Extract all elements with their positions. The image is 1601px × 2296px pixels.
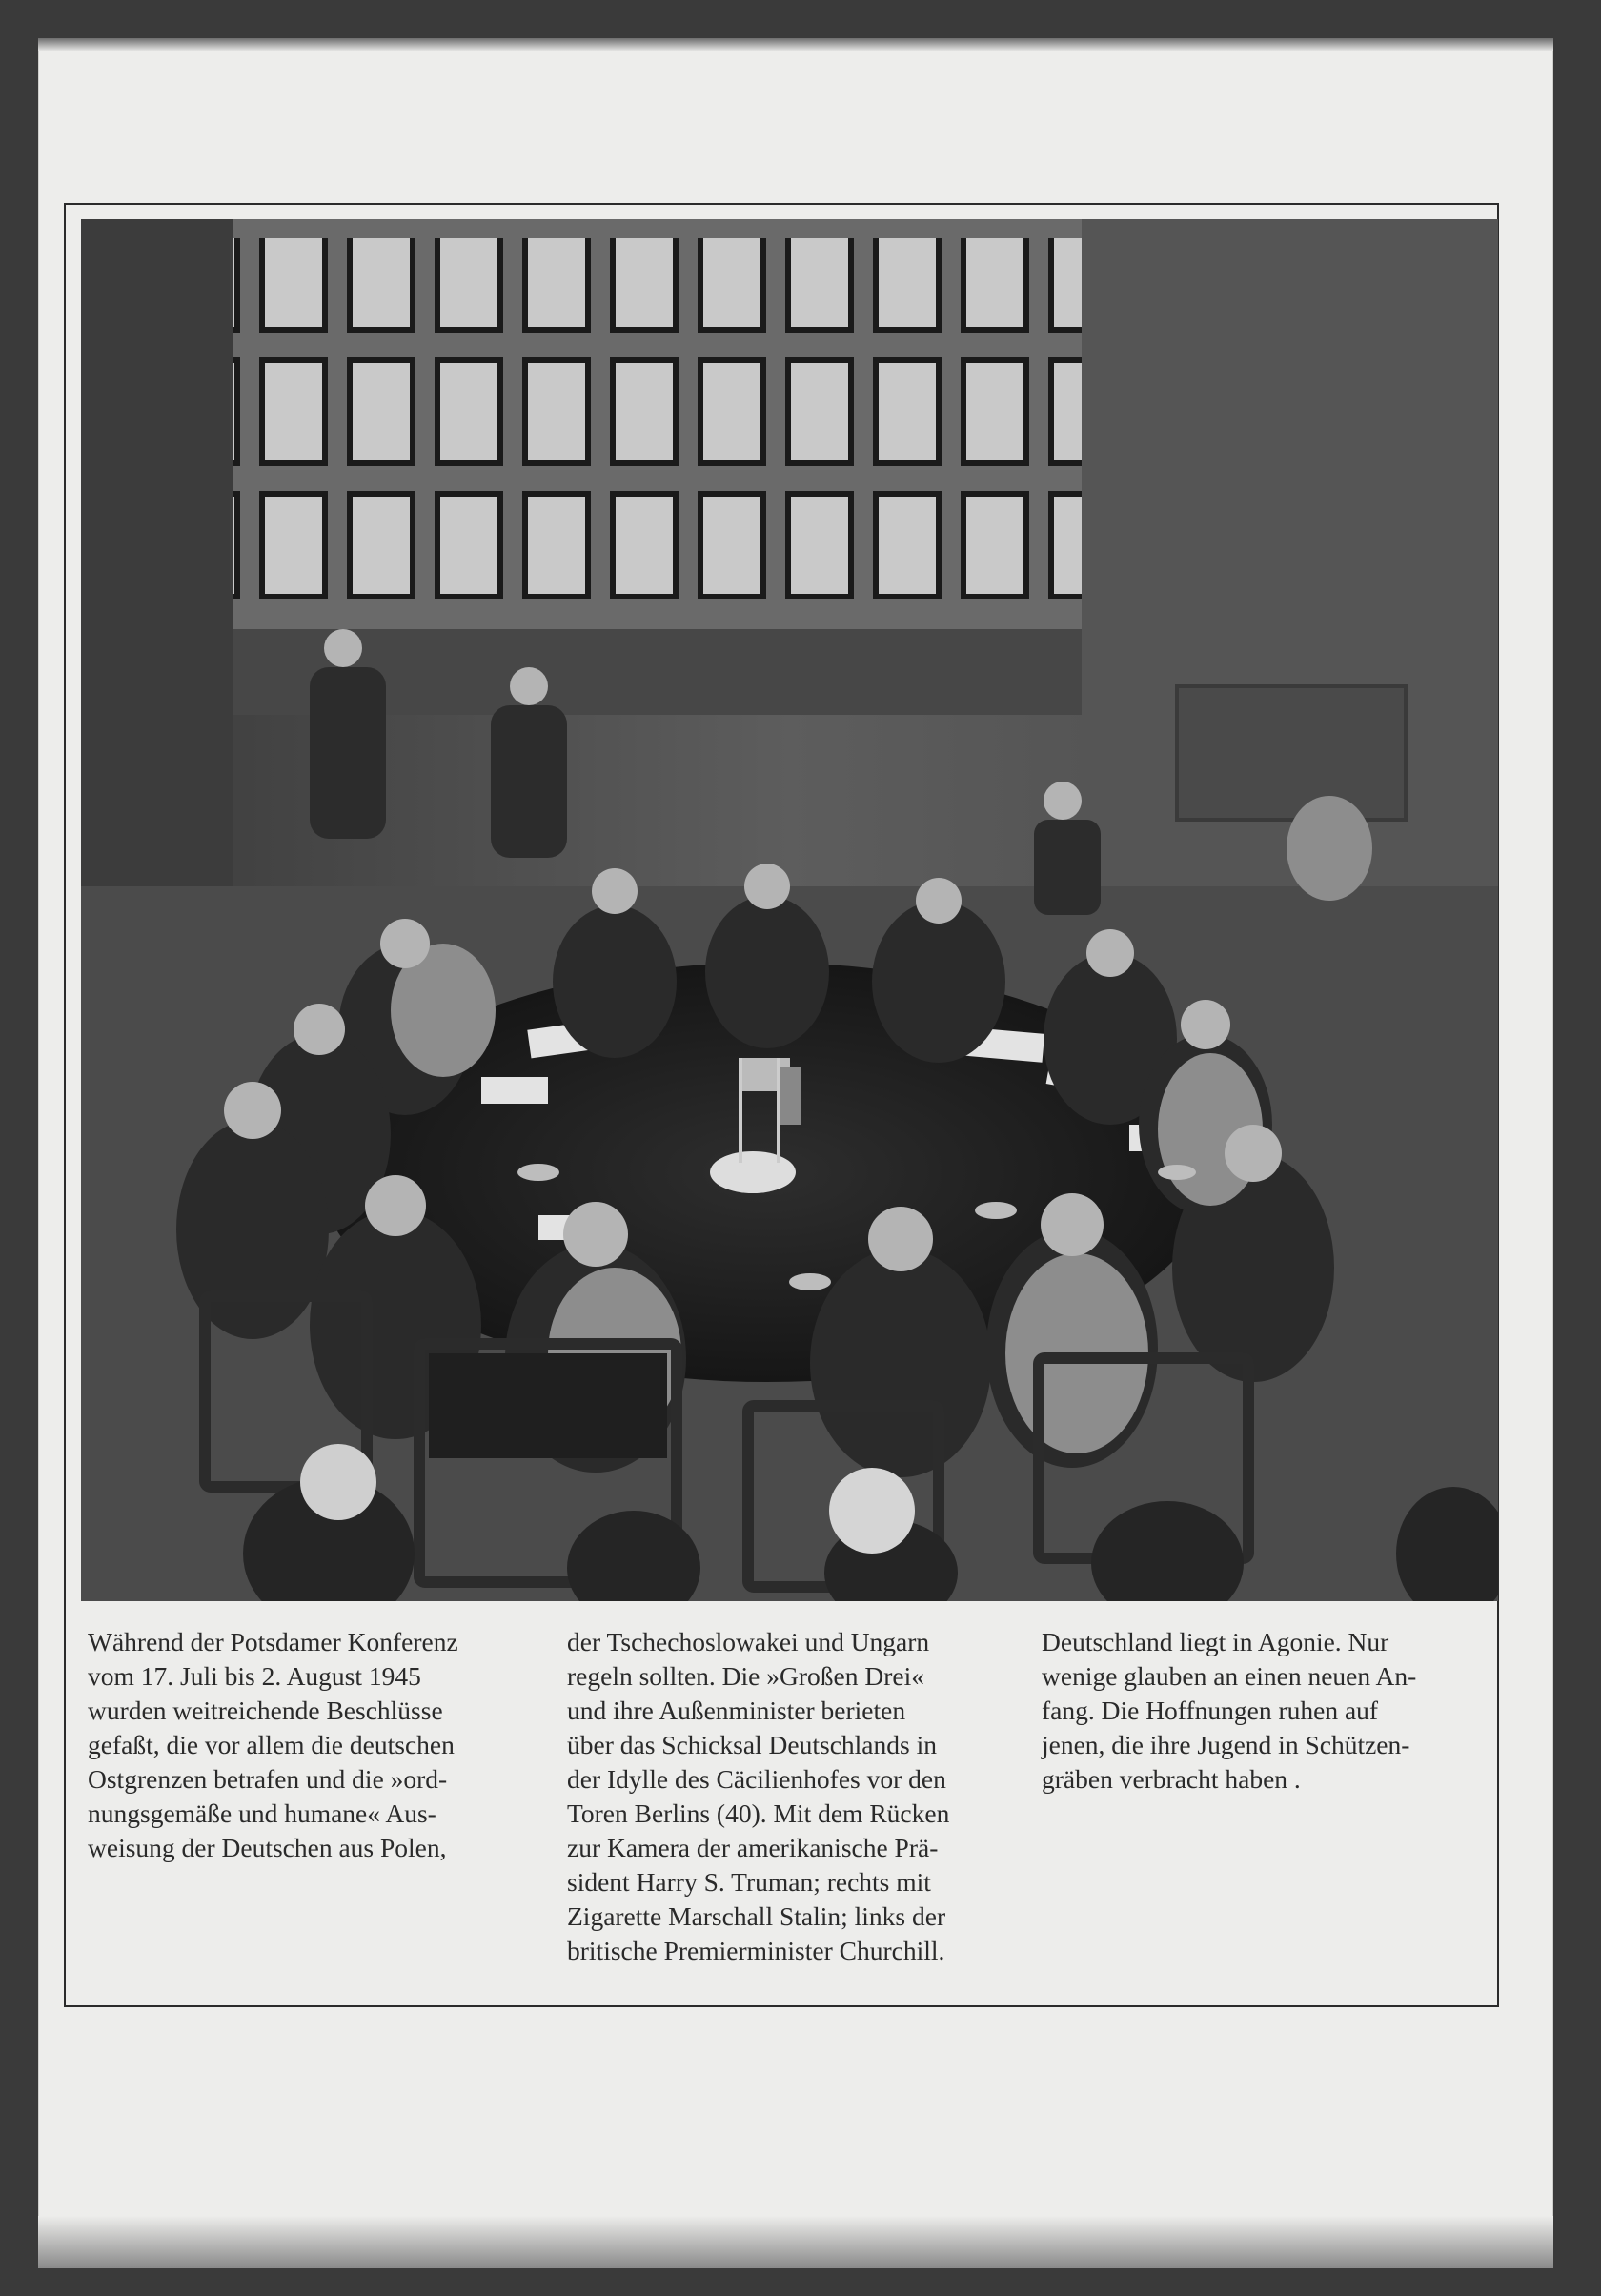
- photo-illustration: [81, 219, 1498, 1601]
- caption-column-3: Deutschland liegt in Agonie. Nur wenige glauben an einen neuen An- fang. Die Hoffnungen ruhen auf jenen, die ihre Jugend in Schützen- gräben verbracht haben .: [1042, 1627, 1417, 1794]
- caption-block: [88, 1625, 1489, 1997]
- conference-photograph: [81, 219, 1498, 1601]
- page-top-edge: [38, 38, 1553, 51]
- caption-column-1: Während der Potsdamer Konferenz vom 17. Juli bis 2. August 1945 wurden weitreichende Beschlüsse gefaßt, die vor allem die deutschen Ostgrenzen betrafen und die »ord- nungsgemäße und humane« Aus- weisung der Deutschen aus Polen,: [88, 1627, 458, 1862]
- caption-column-2: der Tschechoslowakei und Ungarn regeln sollten. Die »Großen Drei« und ihre Außenminister berieten über das Schicksal Deutschlands in der Idylle des Cäcilienhofes vor den Toren Berlins (40). Mit dem Rücken zur Kamera der amerikanische Prä- sident Harry S. Truman; rechts mit Zigarette Marschall Stalin; links der britische Premierminister Churchill.: [567, 1627, 950, 1965]
- window-panes: [233, 238, 1082, 620]
- bottom-rule: [64, 2005, 1484, 2007]
- page-bottom-edge: [38, 2216, 1553, 2268]
